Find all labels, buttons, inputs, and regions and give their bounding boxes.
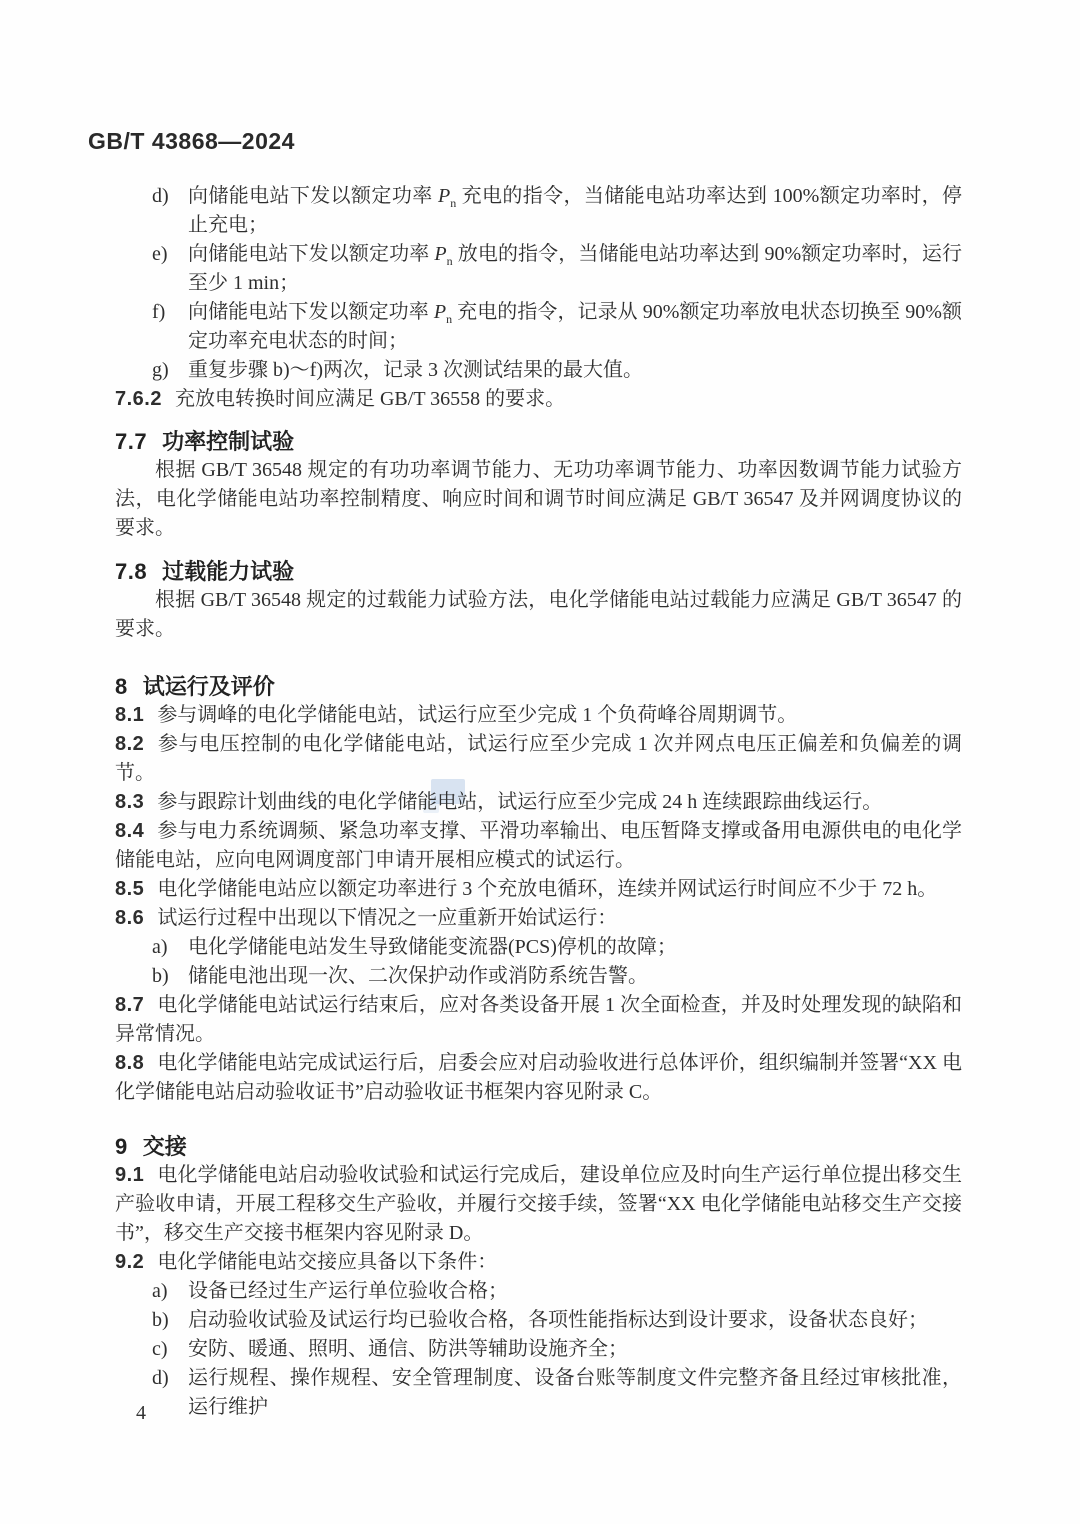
clause-7-6-2 <box>115 385 962 414</box>
clause-text: 参与电力系统调频、紧急功率支撑、平滑功率输出、电压暂降支撑或备用电源供电的电化学储能电站，应向电网调度部门申请开展相应模式的试运行。 <box>115 820 962 871</box>
list-item-b <box>152 962 962 991</box>
list-item-label: b) <box>152 965 169 987</box>
clause-number: 8.7 <box>115 994 145 1016</box>
clause-number: 8.8 <box>115 1052 145 1074</box>
heading-7-8 <box>115 557 962 586</box>
power-variable-subscript: n <box>450 196 457 210</box>
clause-number: 8.3 <box>115 791 145 813</box>
list-item-text: 电化学储能电站发生导致储能变流器(PCS)停机的故障； <box>188 936 677 958</box>
clause-8-4 <box>115 817 962 875</box>
clause-number: 8.4 <box>115 820 145 842</box>
heading-title: 功率控制试验 <box>162 429 295 454</box>
list-item-label: e) <box>152 243 168 265</box>
power-variable-subscript: n <box>446 312 453 326</box>
list-item-text: 运行规程、操作规程、安全管理制度、设备台账等制度文件完整齐备且经过审核批准，运行维护 <box>188 1367 962 1418</box>
list-item-text <box>188 356 962 385</box>
clause-text: 电化学储能电站启动验收试验和试运行完成后，建设单位应及时向生产运行单位提出移交生产验收申请，开展工程移交生产验收，并履行交接手续，签署“XX 电化学储能电站移交生产交接书”，移交生产交接书框架内容见附录 D。 <box>115 1164 962 1244</box>
clause-9-2-list <box>115 1277 962 1422</box>
clause-number: 7.6.2 <box>115 388 162 410</box>
clause-number: 9.2 <box>115 1251 145 1273</box>
heading-9 <box>115 1132 962 1161</box>
list-item-label: d) <box>152 1367 169 1389</box>
clause-text: 电化学储能电站试运行结束后，应对各类设备开展 1 次全面检查，并及时处理发现的缺陷和异常情况。 <box>115 994 962 1045</box>
clause-text: 参与跟踪计划曲线的电化学储能电站，试运行应至少完成 24 h 连续跟踪曲线运行。 <box>157 791 883 813</box>
heading-7-7 <box>115 427 962 456</box>
list-item-d <box>152 1364 962 1422</box>
clause-number: 8.2 <box>115 733 145 755</box>
heading-number: 7.7 <box>115 429 148 454</box>
list-item-a <box>152 933 962 962</box>
clause-text: 试运行过程中出现以下情况之一应重新开始试运行： <box>157 907 618 929</box>
power-variable-subscript: n <box>446 254 453 268</box>
list-item-g <box>152 356 962 385</box>
power-variable-symbol: P <box>437 185 451 207</box>
page-header-doc-code: GB/T 43868—2024 <box>88 128 295 154</box>
power-variable-symbol: P <box>433 301 447 323</box>
list-item-text-post: 充电的指令，当储能电站功率达到 100%额定功率时，停止充电； <box>188 185 962 236</box>
heading-number: 9 <box>115 1134 128 1159</box>
list-item-text <box>188 240 962 298</box>
clause-number: 9.1 <box>115 1164 145 1186</box>
heading-title: 试运行及评价 <box>142 674 275 699</box>
procedure-step-list <box>115 182 962 385</box>
list-item-text-pre: 向储能电站下发以额定功率 <box>188 185 438 207</box>
list-item-label: d) <box>152 185 169 207</box>
clause-8-7 <box>115 991 962 1049</box>
page-number: 4 <box>136 1402 146 1424</box>
list-item-text-pre: 向储能电站下发以额定功率 <box>188 301 434 323</box>
list-item-label: c) <box>152 1338 168 1360</box>
clause-text: 电化学储能电站完成试运行后，启委会应对启动验收进行总体评价，组织编制并签署“XX 电化学储能电站启动验收证书”启动验收证书框架内容见附录 C。 <box>115 1052 962 1103</box>
list-item-text <box>188 298 962 356</box>
list-item-label: g) <box>152 359 169 381</box>
list-item-label: a) <box>152 936 168 958</box>
list-item-label: a) <box>152 1280 168 1302</box>
clause-9-2 <box>115 1248 962 1277</box>
list-item-c <box>152 1335 962 1364</box>
clause-8-6 <box>115 904 962 933</box>
list-item-label: b) <box>152 1309 169 1331</box>
list-item-e <box>152 240 962 298</box>
list-item-text-post: 放电的指令，当储能电站功率达到 90%额定功率时，运行至少 1 min； <box>188 243 962 294</box>
clause-text: 参与调峰的电化学储能电站，试运行应至少完成 1 个负荷峰谷周期调节。 <box>157 704 798 726</box>
clause-9-1 <box>115 1161 962 1248</box>
page-body <box>115 182 962 1422</box>
list-item-text-post: 充电的指令，记录从 90%额定功率放电状态切换至 90%额定功率充电状态的时间； <box>188 301 962 352</box>
heading-number: 7.8 <box>115 559 148 584</box>
list-item-b <box>152 1306 962 1335</box>
clause-number: 8.1 <box>115 704 145 726</box>
heading-title: 过载能力试验 <box>162 559 295 584</box>
list-item-text: 设备已经过生产运行单位验收合格； <box>188 1280 508 1302</box>
clause-8-2 <box>115 730 962 788</box>
clause-8-6-list <box>115 933 962 991</box>
clause-text: 电化学储能电站交接应具备以下条件： <box>157 1251 498 1273</box>
clause-number: 8.6 <box>115 907 145 929</box>
clause-text: 充放电转换时间应满足 GB/T 36558 的要求。 <box>174 388 566 410</box>
clause-8-1 <box>115 701 962 730</box>
clause-8-3 <box>115 788 962 817</box>
heading-number: 8 <box>115 674 128 699</box>
list-item-a <box>152 1277 962 1306</box>
clause-8-5 <box>115 875 962 904</box>
list-item-text-pre: 重复步骤 b)～f)两次，记录 3 次测试结果的最大值。 <box>188 359 643 381</box>
list-item-f <box>152 298 962 356</box>
paragraph-7-8: 根据 GB/T 36548 规定的过载能力试验方法，电化学储能电站过载能力应满足 GB/T 36547 的要求。 <box>115 589 962 640</box>
power-variable-symbol: P <box>434 243 447 265</box>
list-item-text: 安防、暖通、照明、通信、防洪等辅助设施齐全； <box>188 1338 628 1360</box>
list-item-text: 储能电池出现一次、二次保护动作或消防系统告警。 <box>188 965 648 987</box>
list-item-text <box>188 182 962 240</box>
clause-number: 8.5 <box>115 878 145 900</box>
paragraph-7-7: 根据 GB/T 36548 规定的有功功率调节能力、无功功率调节能力、功率因数调节能力试验方法，电化学储能电站功率控制精度、响应时间和调节时间应满足 GB/T 36547 及并网调度协议的要求。 <box>115 459 962 539</box>
list-item-text: 启动验收试验及试运行均已验收合格，各项性能指标达到设计要求，设备状态良好； <box>188 1309 928 1331</box>
clause-8-8 <box>115 1049 962 1107</box>
list-item-d <box>152 182 962 240</box>
heading-8 <box>115 672 962 701</box>
list-item-label: f) <box>152 301 166 323</box>
clause-text: 参与电压控制的电化学储能电站，试运行应至少完成 1 次并网点电压正偏差和负偏差的调节。 <box>115 733 962 784</box>
clause-text: 电化学储能电站应以额定功率进行 3 个充放电循环，连续并网试运行时间应不少于 72 h。 <box>157 878 938 900</box>
list-item-text-pre: 向储能电站下发以额定功率 <box>188 243 435 265</box>
heading-title: 交接 <box>142 1134 187 1159</box>
